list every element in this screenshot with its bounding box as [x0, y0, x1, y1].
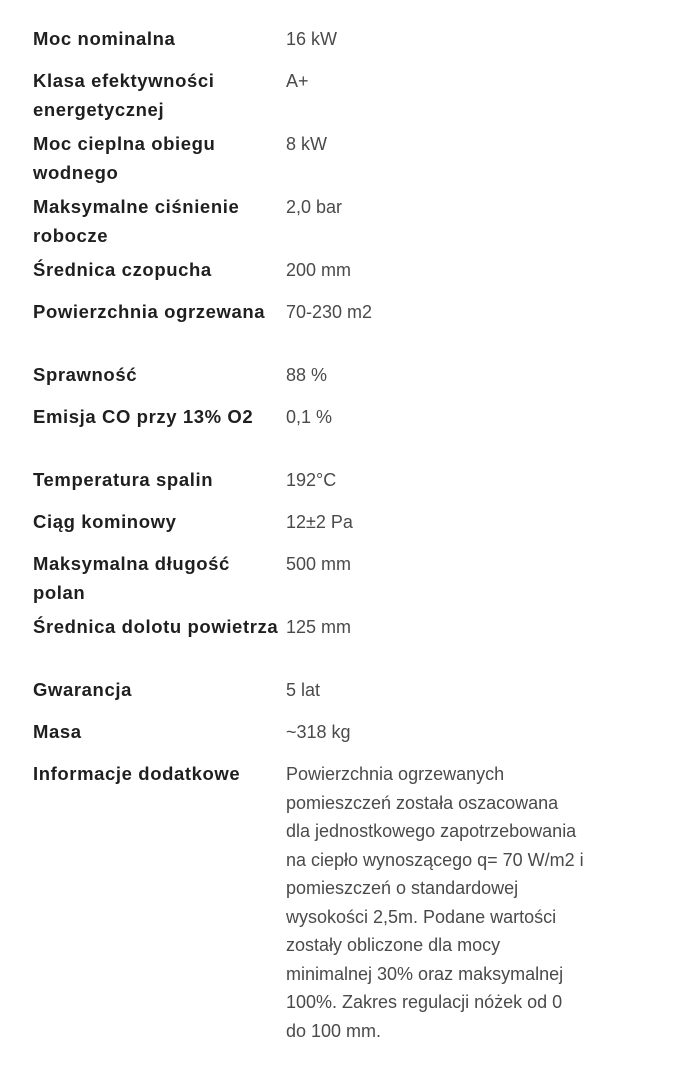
spec-value: Powierzchnia ogrzewanych pomieszczeń została oszacowana dla jednostkowego zapotrzebowania na ciepło wynoszącego q= 70 W/m2 i pomieszczeń o standardowej wysokości 2,5m. Podane wartości zostały obliczone dla mocy minimalnej 30% oraz maksymalnej 100%. Zakres regulacji nóżek od 0 do 100 mm. — [286, 764, 584, 1041]
spec-value: 0,1 % — [286, 407, 333, 427]
spec-label: Powierzchnia ogrzewana — [33, 301, 266, 322]
spec-value: 88 % — [286, 365, 328, 385]
spec-row-warranty — [33, 676, 673, 718]
spec-value: 500 mm — [286, 554, 352, 574]
spec-value: 16 kW — [286, 29, 338, 49]
spec-label: Maksymalne ciśnienie robocze — [33, 196, 240, 246]
spec-value: A+ — [286, 71, 309, 91]
spec-value: 70-230 m2 — [286, 302, 373, 322]
spec-label: Moc nominalna — [33, 28, 176, 49]
spec-label: Gwarancja — [33, 679, 132, 700]
spec-row-water-heat-power — [33, 130, 673, 193]
spec-row-energy-class — [33, 67, 673, 130]
spec-row-nominal-power — [33, 25, 673, 67]
spec-label: Ciąg kominowy — [33, 511, 177, 532]
spec-value: 125 mm — [286, 617, 352, 637]
spec-value: 200 mm — [286, 260, 352, 280]
spec-label: Klasa efektywności energetycznej — [33, 70, 215, 120]
spec-row-flue-diameter — [33, 256, 673, 298]
spec-row-additional-info — [33, 760, 673, 1080]
spec-value: ~318 kg — [286, 722, 351, 742]
spec-row-efficiency — [33, 361, 673, 403]
spec-value: 192°C — [286, 470, 337, 490]
spec-label: Średnica dolotu powietrza — [33, 616, 279, 637]
spec-label: Moc cieplna obiegu wodnego — [33, 133, 216, 183]
spec-value: 12±2 Pa — [286, 512, 353, 532]
spec-row-heated-area — [33, 298, 673, 361]
specifications-table — [33, 25, 673, 1080]
spec-row-co-emission — [33, 403, 673, 466]
spec-value: 5 lat — [286, 680, 321, 700]
spec-row-max-log-length — [33, 550, 673, 613]
spec-row-chimney-draft — [33, 508, 673, 550]
spec-label: Średnica czopucha — [33, 259, 212, 280]
spec-value: 8 kW — [286, 134, 328, 154]
spec-label: Informacje dodatkowe — [33, 763, 241, 784]
spec-row-mass — [33, 718, 673, 760]
spec-row-max-pressure — [33, 193, 673, 256]
spec-label: Emisja CO przy 13% O2 — [33, 406, 254, 427]
spec-label: Maksymalna długość polan — [33, 553, 230, 603]
spec-row-flue-gas-temperature — [33, 466, 673, 508]
spec-label: Temperatura spalin — [33, 469, 214, 490]
spec-label: Sprawność — [33, 364, 138, 385]
spec-label: Masa — [33, 721, 82, 742]
spec-row-air-inlet-diameter — [33, 613, 673, 676]
spec-value: 2,0 bar — [286, 197, 343, 217]
